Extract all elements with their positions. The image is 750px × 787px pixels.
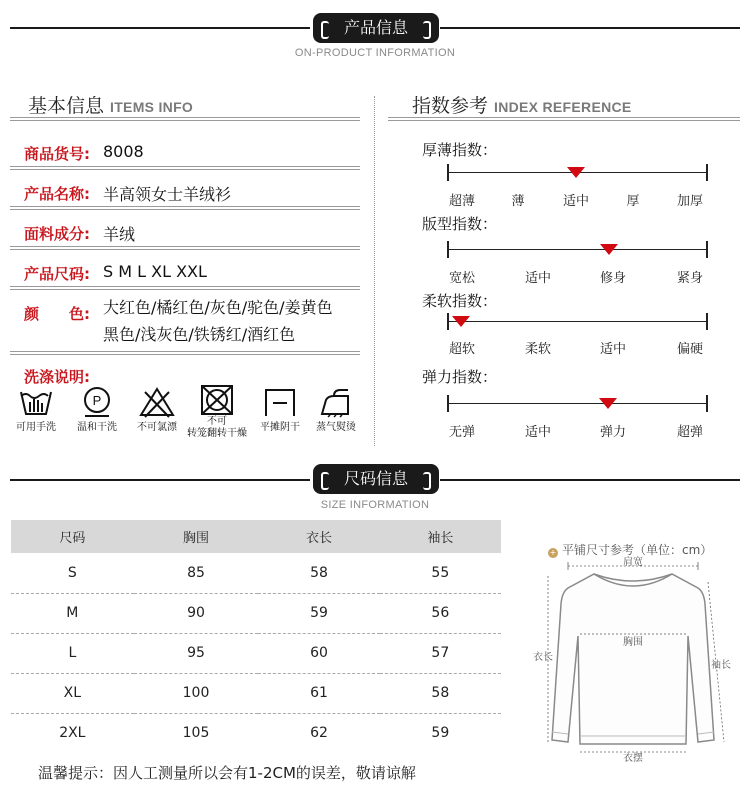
scale-tick xyxy=(447,164,449,181)
color-label: 颜 色: xyxy=(24,305,90,323)
care-steam-iron xyxy=(306,386,366,434)
row-divider xyxy=(10,246,360,250)
table-header: 袖长 xyxy=(380,520,501,553)
row-divider xyxy=(10,166,360,170)
index-reference-title: 指数参考 xyxy=(412,95,489,117)
table-cell: 58 xyxy=(380,673,501,713)
items-info-title-en: ITEMS INFO xyxy=(110,99,194,115)
table-cell: 57 xyxy=(380,633,501,673)
care-label: 转笼翻转干燥 xyxy=(187,428,247,439)
items-info-heading xyxy=(28,91,193,118)
panel-divider xyxy=(374,96,375,446)
softness-index-scale xyxy=(448,321,708,322)
care-label: 蒸气熨烫 xyxy=(316,422,356,433)
index-label: 超软 xyxy=(448,342,476,357)
thickness-index-title: 厚薄指数： xyxy=(422,141,498,159)
care-label: 可用手洗 xyxy=(16,422,56,433)
fit-index-scale xyxy=(448,249,708,250)
table-cell: 62 xyxy=(310,725,328,742)
color-value-line2: 黑色/浅灰色/铁锈红/酒红色 xyxy=(103,325,296,344)
color-value-line1: 大红色/橘红色/灰色/驼色/姜黄色 xyxy=(103,298,333,317)
row-divider xyxy=(10,206,360,210)
item-number-value: 8008 xyxy=(103,142,144,161)
softness-index-title: 柔软指数： xyxy=(422,292,498,310)
table-header: 衣长 xyxy=(258,520,379,553)
index-label: 弹力 xyxy=(599,425,627,440)
softness-index-marker xyxy=(452,316,470,327)
table-row xyxy=(11,593,501,633)
table-header: 尺码 xyxy=(11,520,134,553)
care-label: 温和干洗 xyxy=(77,422,117,433)
index-reference-underline xyxy=(388,117,740,121)
sleeve-label: 袖长 xyxy=(711,660,731,671)
product-info-subtitle: ON-PRODUCT INFORMATION xyxy=(294,47,456,59)
table-cell: M xyxy=(11,593,134,633)
items-info-underline xyxy=(10,117,360,121)
index-label: 柔软 xyxy=(524,342,552,357)
banner-rule-left xyxy=(10,479,310,481)
svg-text:P: P xyxy=(92,393,102,408)
table-row xyxy=(11,633,501,673)
scale-tick xyxy=(706,241,708,258)
shoulder-label: 肩宽 xyxy=(623,557,643,568)
dry-clean-icon xyxy=(79,386,115,418)
care-label-top: 不可 xyxy=(207,416,227,427)
index-label: 加厚 xyxy=(676,194,704,209)
fit-index-marker xyxy=(600,244,618,255)
table-cell: 95 xyxy=(134,633,259,673)
banner-rule-right xyxy=(440,479,740,481)
index-label: 薄 xyxy=(511,194,525,209)
hem-label: 衣摆 xyxy=(623,753,643,764)
table-cell: S xyxy=(11,553,134,593)
product-info-title: 产品信息 xyxy=(343,18,408,37)
care-hand-wash xyxy=(6,386,66,434)
product-info-banner xyxy=(313,13,439,43)
elasticity-index-title: 弹力指数： xyxy=(422,368,498,386)
plus-icon: + xyxy=(549,548,557,557)
chest-label: 胸围 xyxy=(623,637,643,648)
no-bleach-icon xyxy=(139,386,175,418)
product-name-value: 半高领女士羊绒衫 xyxy=(103,185,232,204)
table-cell: 59 xyxy=(258,593,379,633)
hand-wash-icon xyxy=(18,386,54,418)
index-label: 适中 xyxy=(524,425,552,440)
table-cell: 90 xyxy=(134,593,259,633)
table-row xyxy=(11,673,501,713)
care-no-bleach xyxy=(127,386,187,434)
table-cell: 56 xyxy=(380,593,501,633)
product-name-label: 产品名称: xyxy=(24,185,90,203)
index-label: 超薄 xyxy=(448,194,476,209)
size-table xyxy=(11,520,501,753)
measurement-note: 温馨提示：因人工测量所以会有1-2CM的误差，敬请谅解 xyxy=(38,764,416,782)
table-cell: 59 xyxy=(431,725,450,742)
diagram-title-text: 平铺尺寸参考（单位：cm） xyxy=(562,543,713,557)
size-info-banner xyxy=(313,464,439,494)
fit-index-title: 版型指数： xyxy=(422,215,498,233)
index-label: 宽松 xyxy=(448,271,476,286)
row-divider xyxy=(10,286,360,290)
table-row xyxy=(11,713,501,753)
index-label: 无弹 xyxy=(448,425,476,440)
table-cell: 2XL xyxy=(59,725,86,742)
scale-tick xyxy=(706,164,708,181)
index-label: 偏硬 xyxy=(676,342,704,357)
sweater-measurement-diagram xyxy=(528,556,738,766)
elasticity-index-scale xyxy=(448,403,708,404)
elasticity-index-marker xyxy=(599,398,617,409)
row-divider xyxy=(10,351,360,355)
table-cell: 61 xyxy=(258,673,379,713)
index-reference-title-en: INDEX REFERENCE xyxy=(494,99,632,115)
length-label: 衣长 xyxy=(533,652,553,663)
dry-flat-icon xyxy=(262,386,298,418)
banner-rule-left xyxy=(10,27,310,29)
size-info-subtitle: SIZE INFORMATION xyxy=(320,499,430,511)
table-cell: 85 xyxy=(134,553,259,593)
table-header-row xyxy=(11,520,501,553)
care-dry-clean xyxy=(67,386,127,434)
index-label: 适中 xyxy=(524,271,552,286)
scale-tick xyxy=(706,313,708,330)
table-cell: 105 xyxy=(182,725,210,742)
wash-label: 洗涤说明: xyxy=(24,368,90,386)
index-reference-heading xyxy=(412,91,632,118)
table-cell: 55 xyxy=(380,553,501,593)
index-label: 超弹 xyxy=(676,425,704,440)
scale-tick xyxy=(447,395,449,412)
table-row xyxy=(11,553,501,593)
index-label: 修身 xyxy=(599,271,627,286)
scale-tick xyxy=(706,395,708,412)
steam-iron-icon xyxy=(318,386,354,418)
table-cell: 100 xyxy=(134,673,259,713)
care-no-tumble-dry xyxy=(187,384,247,440)
index-label: 适中 xyxy=(599,342,627,357)
care-label: 平摊阴干 xyxy=(260,422,300,433)
table-header: 胸围 xyxy=(134,520,259,553)
scale-tick xyxy=(447,313,449,330)
care-dry-flat xyxy=(250,386,310,434)
material-value: 羊绒 xyxy=(103,225,136,244)
no-tumble-dry-icon xyxy=(199,384,235,416)
thickness-index-marker xyxy=(567,167,585,178)
table-cell: XL xyxy=(11,673,134,713)
index-label: 适中 xyxy=(562,194,590,209)
banner-rule-right xyxy=(440,27,740,29)
size-label: 产品尺码: xyxy=(24,265,90,283)
table-cell: 60 xyxy=(258,633,379,673)
material-label: 面料成分: xyxy=(24,225,90,243)
index-label: 紧身 xyxy=(676,271,704,286)
table-cell: L xyxy=(11,633,134,673)
size-value: S M L XL XXL xyxy=(103,262,207,281)
index-label: 厚 xyxy=(626,194,640,209)
table-cell: 58 xyxy=(258,553,379,593)
size-info-title: 尺码信息 xyxy=(343,469,408,488)
item-number-label: 商品货号: xyxy=(24,145,90,163)
care-label: 不可氯漂 xyxy=(137,422,177,433)
items-info-title: 基本信息 xyxy=(28,95,105,117)
scale-tick xyxy=(447,241,449,258)
